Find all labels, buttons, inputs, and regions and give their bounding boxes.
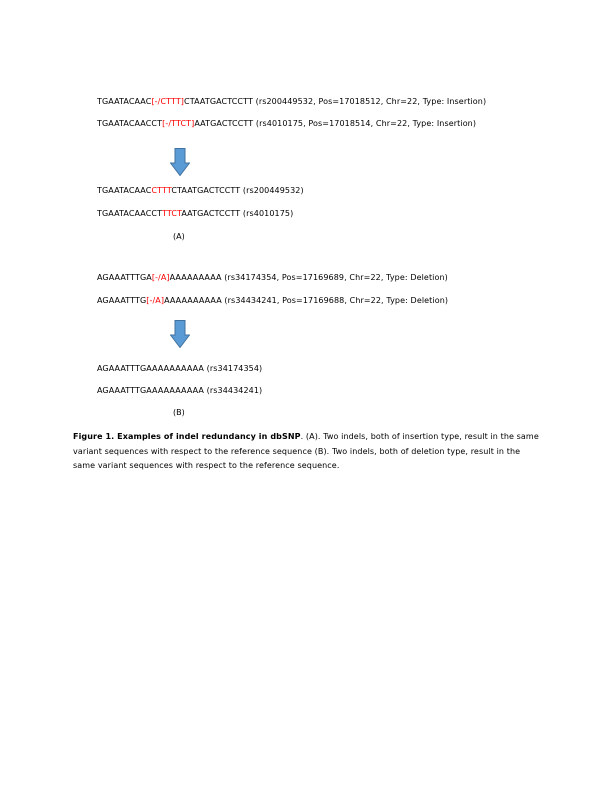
sequence-highlight: [-/A]	[151, 273, 170, 282]
down-arrow-icon	[170, 320, 190, 348]
sequence-suffix: AAAAAAAAAA (rs34434241, Pos=17169688, Chr=22, Type: Deletion)	[164, 296, 449, 305]
sequence-highlight: [-/CTTT]	[151, 97, 185, 106]
sequence-suffix: AATGACTCCTT (rs4010175, Pos=17018514, Chr=22, Type: Insertion)	[194, 119, 477, 128]
panel-a-result-line-1	[97, 186, 304, 196]
panel-a-label: (A)	[173, 232, 185, 241]
sequence-prefix: AGAAATTTG	[97, 296, 147, 305]
caption-body: . (A). Two indels, both of insertion type, result in the same variant sequences with respect to the reference sequence (B). Two indels, both of deletion type, result in the same variant sequences with respect to the reference sequence.	[73, 432, 539, 470]
sequence-prefix: TGAATACAAC	[97, 97, 152, 106]
figure-caption	[73, 430, 543, 474]
panel-a-input-line-1	[97, 97, 486, 107]
sequence-highlight: [-/A]	[146, 296, 165, 305]
panel-b-result-line-1: AGAAATTTGAAAAAAAAAA (rs34174354)	[97, 364, 263, 373]
sequence-prefix: TGAATACAAC	[97, 186, 152, 195]
panel-b-input-line-2	[97, 296, 448, 306]
panel-b-label: (B)	[173, 408, 185, 417]
panel-a-input-line-2	[97, 119, 476, 129]
caption-label: Figure 1	[73, 432, 112, 441]
sequence-highlight: CTTT	[151, 186, 172, 195]
sequence-prefix: AGAAATTTGA	[97, 273, 152, 282]
down-arrow-icon	[170, 148, 190, 176]
caption-title: . Examples of indel redundancy in dbSNP	[111, 432, 301, 441]
panel-b-result-line-2: AGAAATTTGAAAAAAAAAA (rs34434241)	[97, 386, 263, 395]
panel-a-result-line-2	[97, 209, 293, 219]
sequence-suffix: CTAATGACTCCTT (rs200449532)	[171, 186, 304, 195]
panel-b-input-line-1	[97, 273, 448, 283]
sequence-suffix: CTAATGACTCCTT (rs200449532, Pos=17018512, Chr=22, Type: Insertion)	[184, 97, 487, 106]
sequence-highlight: TTCT	[161, 209, 182, 218]
sequence-suffix: AAAAAAAAA (rs34174354, Pos=17169689, Chr=22, Type: Deletion)	[169, 273, 448, 282]
sequence-prefix: TGAATACAACCT	[97, 209, 162, 218]
sequence-prefix: TGAATACAACCT	[97, 119, 163, 128]
sequence-highlight: [-/TTCT]	[162, 119, 195, 128]
sequence-suffix: AATGACTCCTT (rs4010175)	[181, 209, 294, 218]
